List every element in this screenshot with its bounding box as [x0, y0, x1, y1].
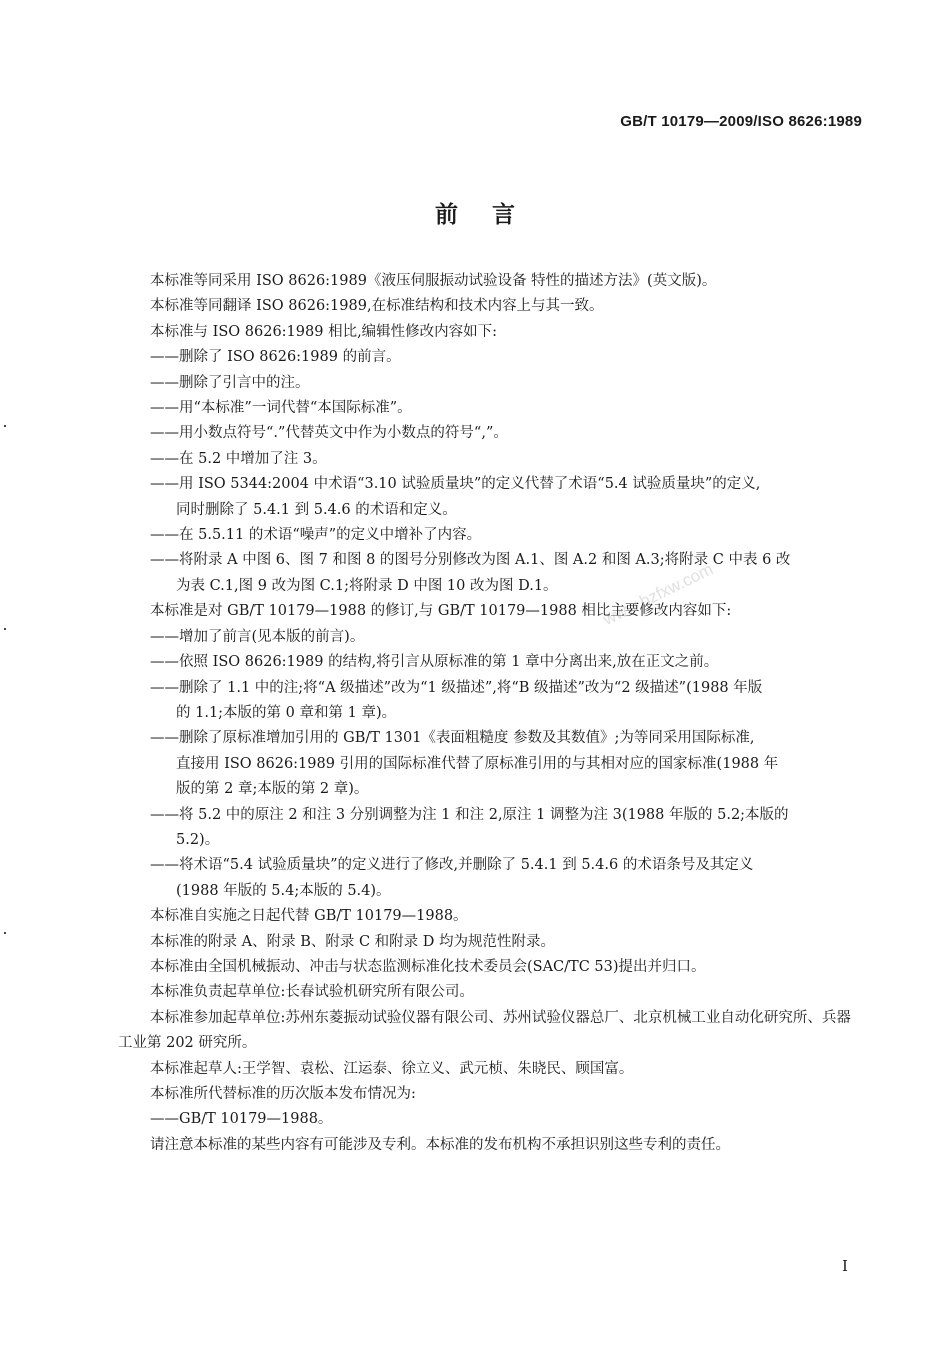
paragraph: 本标准等同翻译 ISO 8626:1989,在标准结构和技术内容上与其一致。: [150, 298, 604, 315]
watermark: www.bzfxw.com: [600, 559, 717, 630]
list-item: ——将术语“5.4 试验质量块”的定义进行了修改,并删除了 5.4.1 到 5.4.6 的术语条号及其定义: [150, 857, 754, 874]
scan-mark: [4, 425, 6, 427]
list-item: ——将 5.2 中的原注 2 和注 3 分别调整为注 1 和注 2,原注 1 调整为注 3(1988 年版的 5.2;本版的: [150, 806, 789, 823]
list-item-continuation: 同时删除了 5.4.1 到 5.4.6 的术语和定义。: [176, 501, 457, 518]
page-title: 前言: [435, 202, 549, 228]
list-item: ——删除了 ISO 8626:1989 的前言。: [150, 349, 401, 366]
list-item: ——在 5.2 中增加了注 3。: [150, 450, 327, 467]
list-item-continuation: 为表 C.1,图 9 改为图 C.1;将附录 D 中图 10 改为图 D.1。: [176, 577, 558, 594]
list-item: ——GB/T 10179—1988。: [150, 1111, 333, 1128]
paragraph: 本标准等同采用 ISO 8626:1989《液压伺服振动试验设备 特性的描述方法》(英文版)。: [150, 273, 717, 289]
list-item: ——在 5.5.11 的术语“噪声”的定义中增补了内容。: [150, 527, 482, 544]
paragraph: 本标准由全国机械振动、冲击与状态监测标准化技术委员会(SAC/TC 53)提出并归口。: [150, 958, 706, 975]
list-item-continuation: 直接用 ISO 8626:1989 引用的国际标准代替了原标准引用的与其相对应的国家标准(1988 年: [176, 755, 779, 772]
list-item: ——删除了引言中的注。: [150, 374, 310, 391]
list-item: ——增加了前言(见本版的前言)。: [150, 628, 365, 645]
list-item-continuation: (1988 年版的 5.4;本版的 5.4)。: [176, 882, 391, 899]
paragraph: 本标准负责起草单位:长春试验机研究所有限公司。: [150, 984, 474, 1001]
paragraph: 本标准所代替标准的历次版本发布情况为:: [150, 1086, 416, 1102]
list-item-continuation: 5.2)。: [176, 831, 220, 848]
list-item: ——将附录 A 中图 6、图 7 和图 8 的图号分别修改为图 A.1、图 A.2 和图 A.3;将附录 C 中表 6 改: [150, 552, 791, 569]
list-item: ——用“本标准”一词代替“本国际标准”。: [150, 400, 412, 417]
paragraph: 本标准参加起草单位:苏州东菱振动试验仪器有限公司、苏州试验仪器总厂、北京机械工业自动化研究所、兵器工业第 202 研究所。: [118, 1009, 851, 1052]
standard-code: GB/T 10179—2009/ISO 8626:1989: [620, 113, 862, 130]
list-item: ——用小数点符号“.”代替英文中作为小数点的符号“,”。: [150, 425, 508, 442]
list-item: ——依照 ISO 8626:1989 的结构,将引言从原标准的第 1 章中分离出来,放在正文之前。: [150, 654, 719, 671]
paragraph: 本标准的附录 A、附录 B、附录 C 和附录 D 均为规范性附录。: [150, 933, 555, 950]
paragraph: 本标准与 ISO 8626:1989 相比,编辑性修改内容如下:: [150, 323, 498, 340]
scan-mark: [4, 628, 6, 630]
paragraph: 本标准是对 GB/T 10179—1988 的修订,与 GB/T 10179—1988 相比主要修改内容如下:: [150, 603, 732, 620]
list-item-continuation: 的 1.1;本版的第 0 章和第 1 章)。: [176, 704, 397, 721]
list-item: ——删除了 1.1 中的注;将“A 级描述”改为“1 级描述”,将“B 级描述”改为“2 级描述”(1988 年版: [150, 679, 763, 696]
list-item-continuation: 版的第 2 章;本版的第 2 章)。: [176, 781, 369, 798]
foreword-body: [118, 269, 862, 1158]
list-item: ——用 ISO 5344:2004 中术语“3.10 试验质量块”的定义代替了术语“5.4 试验质量块”的定义,: [150, 476, 761, 493]
scan-mark: [4, 932, 6, 934]
page-number: I: [842, 1257, 848, 1275]
paragraph: 本标准自实施之日起代替 GB/T 10179—1988。: [150, 908, 468, 925]
paragraph: 请注意本标准的某些内容有可能涉及专利。本标准的发布机构不承担识别这些专利的责任。: [150, 1136, 730, 1153]
paragraph: 本标准起草人:王学智、袁松、江运泰、徐立义、武元桢、朱晓民、顾国富。: [150, 1060, 634, 1077]
list-item: ——删除了原标准增加引用的 GB/T 1301《表面粗糙度 参数及其数值》;为等同采用国际标准,: [150, 730, 755, 747]
